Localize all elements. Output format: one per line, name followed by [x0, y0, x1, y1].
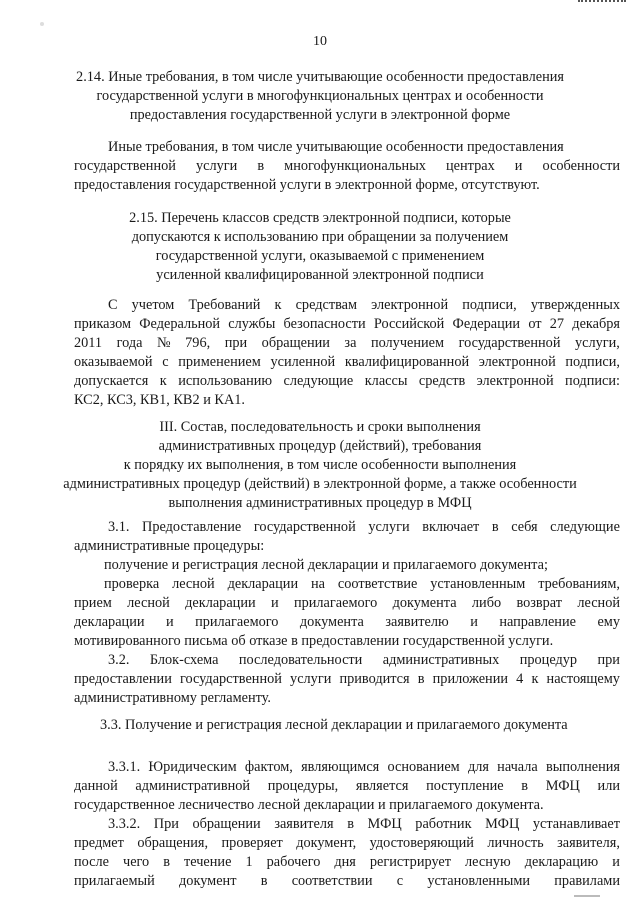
word: начала	[497, 759, 538, 775]
word: лесную	[465, 854, 511, 870]
word: лесной	[127, 595, 170, 611]
word: центрах	[446, 158, 495, 174]
word: подписи,	[565, 354, 620, 370]
paragraph-3-3-1	[74, 758, 620, 815]
word: оказываемой	[74, 354, 153, 370]
section-214-heading	[0, 68, 640, 125]
text-line-justified	[74, 613, 620, 632]
word: включает	[422, 519, 480, 535]
word: получением	[370, 335, 445, 351]
word: после	[74, 854, 109, 870]
word: и	[514, 158, 523, 174]
word: течение	[184, 854, 232, 870]
word: и	[612, 854, 620, 870]
word: с	[396, 873, 404, 889]
word: Российской	[373, 316, 445, 332]
word: с	[162, 354, 169, 370]
word: лесной	[577, 595, 620, 611]
word: учетом	[131, 297, 175, 313]
text-line-justified	[74, 594, 620, 613]
section-3-3-heading	[74, 716, 620, 735]
word: в	[417, 671, 425, 687]
word: приводится	[339, 671, 410, 687]
heading-line: 2.15. Перечень классов средств электронной подписи, которые	[129, 210, 511, 226]
word: в	[260, 873, 268, 889]
word: подписи,	[462, 297, 517, 313]
word: квалифицированной	[344, 354, 470, 370]
text-line: мотивированного письма об отказе в предоставлении государственной услуги.	[74, 633, 554, 649]
scan-corner-mark	[578, 0, 626, 7]
word: услуги	[195, 158, 238, 174]
heading-line: административных процедур (действий) в электронной форме, а также особенности	[63, 476, 577, 492]
word: усиленной	[270, 354, 336, 370]
text-line-justified	[74, 372, 620, 391]
word: заявителя	[274, 816, 334, 832]
word: допускается	[74, 373, 149, 389]
text-line-justified	[74, 670, 620, 689]
heading-line: усиленной квалифицированной электронной подписи	[156, 267, 484, 283]
word: Федерации	[452, 316, 521, 332]
word: себя	[511, 519, 538, 535]
word: декларации	[227, 576, 299, 592]
word: или	[597, 778, 620, 794]
word: приложении	[432, 671, 509, 687]
word: Федеральной	[139, 316, 221, 332]
word: утвержденных	[530, 297, 620, 313]
word: особенности	[542, 158, 620, 174]
word: последовательности	[238, 652, 363, 668]
text-line: административному регламенту.	[74, 690, 271, 706]
word: службы	[228, 316, 276, 332]
word: от	[528, 316, 542, 332]
word: электронной	[478, 354, 556, 370]
word: декларации	[74, 614, 145, 630]
word: государственной	[253, 519, 356, 535]
text-line: предоставления государственной услуги в электронной форме, отсутствуют.	[74, 177, 540, 193]
word: 2011	[74, 335, 103, 351]
heading-line: допускаются к использованию при обращении за получением	[131, 229, 509, 245]
word: правилами	[554, 873, 620, 889]
text-line-justified	[74, 651, 620, 670]
word: электронной	[371, 297, 449, 313]
word: в	[347, 816, 354, 832]
word: направление	[499, 614, 576, 630]
word: государственной	[180, 671, 282, 687]
text-line-justified	[74, 518, 620, 537]
heading-line: к порядку их выполнения, в том числе особенности выполнения	[123, 457, 517, 473]
word: Предоставление	[142, 519, 242, 535]
word: ему	[597, 614, 620, 630]
word: личность	[487, 835, 544, 851]
word: Блок-схема	[149, 652, 219, 668]
heading-line: 2.14. Иные требования, в том числе учитывающие особенности предоставления	[76, 69, 564, 85]
word: процедуры,	[267, 778, 339, 794]
word: при	[224, 335, 248, 351]
word: декларации	[185, 595, 256, 611]
word: 3.2.	[108, 652, 130, 668]
word: Юридическим	[148, 759, 237, 775]
word: данной	[74, 778, 118, 794]
word: 796,	[185, 335, 211, 351]
word: либо	[471, 595, 502, 611]
word: в	[491, 519, 499, 535]
section-214-body	[74, 138, 620, 195]
text-line: государственное лесничество лесной декларации и прилагаемого документа.	[74, 797, 544, 813]
word: государственной	[74, 158, 176, 174]
text-line: административные процедуры:	[74, 538, 265, 554]
word: №	[156, 335, 171, 351]
scan-edge-mark	[574, 895, 600, 897]
word: процедур	[519, 652, 578, 668]
word: в	[521, 778, 529, 794]
word: рабочего	[266, 854, 321, 870]
page-number: 10	[313, 34, 327, 49]
word: проверяет	[221, 835, 283, 851]
word: года	[116, 335, 143, 351]
word: в	[257, 158, 265, 174]
word: подписи:	[565, 373, 620, 389]
word: 1	[245, 854, 253, 870]
word: административной	[135, 778, 251, 794]
word: удостоверяющий	[369, 835, 474, 851]
word: установленным	[430, 576, 526, 592]
word: возврат	[516, 595, 563, 611]
list-item: получение и регистрация лесной декларации и прилагаемого документа;	[104, 557, 548, 573]
word: 3.3.2.	[108, 816, 141, 832]
word: МФЦ	[367, 816, 402, 832]
word: соответствии	[291, 873, 373, 889]
section-215-heading	[0, 209, 640, 285]
heading-line: административных процедур (действий), требования	[158, 438, 482, 454]
word: предоставлении	[74, 671, 172, 687]
word: установленными	[427, 873, 531, 889]
text-line-justified	[74, 353, 620, 372]
word: к	[274, 297, 282, 313]
section-215-body	[74, 296, 620, 410]
word: услуги	[368, 519, 410, 535]
word: лесной	[172, 576, 215, 592]
word: настоящему	[546, 671, 620, 687]
word: документа	[392, 595, 457, 611]
word: регистрирует	[369, 854, 451, 870]
word: 4	[516, 671, 524, 687]
word: являющимся	[301, 759, 380, 775]
heading-line: III. Состав, последовательность и сроки выполнения	[159, 419, 481, 435]
text-line: КС2, КС3, КВ1, КВ2 и КА1.	[74, 392, 245, 408]
word: услуги	[290, 671, 332, 687]
word: прилагаемый	[74, 873, 155, 889]
text-line: Иные требования, в том числе учитывающие особенности предоставления	[108, 139, 564, 155]
text-line-justified	[74, 758, 620, 777]
word: С	[108, 297, 118, 313]
heading-line: выполнения административных процедур в МФЦ	[168, 495, 472, 511]
word: заявителю	[385, 614, 449, 630]
word: документа	[299, 614, 364, 630]
word: документ,	[296, 835, 357, 851]
word: на	[311, 576, 325, 592]
paragraph-3-2	[74, 651, 620, 708]
text-line-justified	[74, 815, 620, 834]
word: за	[344, 335, 357, 351]
word: документ	[179, 873, 237, 889]
word: фактом,	[244, 759, 293, 775]
word: многофункциональных	[284, 158, 426, 174]
scan-speck	[40, 22, 44, 26]
word: дня	[334, 854, 356, 870]
word: и	[165, 614, 174, 630]
word: обращения,	[137, 835, 209, 851]
word: обращении	[261, 335, 330, 351]
word: следующие	[550, 519, 620, 535]
word: является	[355, 778, 409, 794]
word: в	[163, 854, 170, 870]
text-line-justified	[74, 834, 620, 853]
word: декабря	[572, 316, 620, 332]
word: обращении	[192, 816, 261, 832]
word: прилагаемого	[293, 595, 378, 611]
word: классы	[364, 373, 408, 389]
word: при	[597, 652, 620, 668]
word: чего	[123, 854, 150, 870]
word: выполнения	[545, 759, 620, 775]
text-line-justified	[74, 853, 620, 872]
word: 3.3.1.	[108, 759, 141, 775]
word: использованию	[178, 373, 273, 389]
word: административных	[382, 652, 500, 668]
word: проверка	[104, 576, 160, 592]
word: к	[531, 671, 539, 687]
word: МФЦ	[485, 816, 520, 832]
word: электронной	[476, 373, 554, 389]
paragraph-3-3-2	[74, 815, 620, 891]
text-line-justified	[74, 334, 620, 353]
word: для	[467, 759, 489, 775]
word: средствам	[295, 297, 358, 313]
word: к	[159, 373, 167, 389]
section-3-heading	[0, 418, 640, 513]
word: соответствие	[337, 576, 418, 592]
text-line-justified	[74, 315, 620, 334]
word: и	[270, 595, 279, 611]
word: заявителя,	[557, 835, 620, 851]
word: услуги,	[575, 335, 620, 351]
word: МФЦ	[545, 778, 580, 794]
word: безопасности	[283, 316, 366, 332]
word: требованиям,	[538, 576, 620, 592]
word: основанием	[387, 759, 460, 775]
heading-line: государственной услуги, оказываемой с применением	[155, 248, 485, 264]
word: и	[470, 614, 478, 630]
word: прилагаемого	[195, 614, 279, 630]
text-line-justified	[74, 777, 620, 796]
word: средств	[418, 373, 466, 389]
word: Требований	[188, 297, 261, 313]
word: При	[153, 816, 179, 832]
word: прием	[74, 595, 112, 611]
word: поступление	[426, 778, 504, 794]
word: предмет	[74, 835, 124, 851]
heading-line: 3.3. Получение и регистрация лесной декларации и прилагаемого документа	[100, 717, 568, 733]
text-line-justified	[74, 296, 620, 315]
heading-line: государственной услуги в многофункциональных центрах и особенности	[96, 88, 544, 104]
word: устанавливает	[532, 816, 620, 832]
word: декларацию	[524, 854, 599, 870]
word: государственной	[458, 335, 561, 351]
text-line-justified	[74, 575, 620, 594]
word: 27	[549, 316, 565, 332]
text-line-justified	[74, 157, 620, 176]
word: работник	[415, 816, 472, 832]
word: 3.1.	[108, 519, 130, 535]
word: следующие	[283, 373, 354, 389]
heading-line: предоставления государственной услуги в электронной форме	[129, 107, 511, 123]
paragraph-3-1	[74, 518, 620, 651]
word: приказом	[74, 316, 132, 332]
text-line-justified	[74, 872, 620, 891]
word: применением	[178, 354, 261, 370]
